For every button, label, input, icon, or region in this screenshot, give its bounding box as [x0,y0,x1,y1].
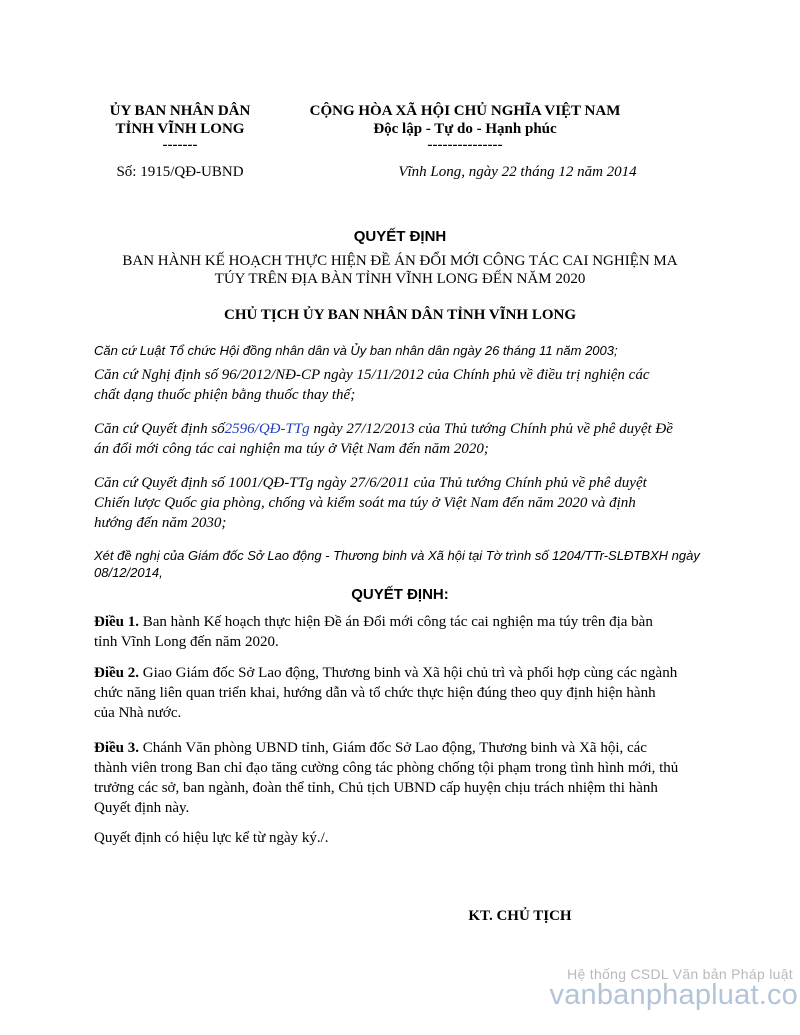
agency-line-2: TỈNH VĨNH LONG [115,121,245,137]
basis-5-line-1: Xét đề nghị của Giám đốc Sở Lao động - Thương binh và Xã hội tại Tờ trình số 1204/TTr-SLĐTBXH ngày [94,548,700,563]
signature-title: KT. CHỦ TỊCH [468,908,572,924]
legal-basis-5 [94,547,744,581]
article-2-label: Điều 2. [94,665,139,681]
effective-clause: Quyết định có hiệu lực kể từ ngày ký./. [94,830,329,846]
decision-heading: QUYẾT ĐỊNH: [351,586,449,603]
article-3 [94,738,754,818]
document-heading: QUYẾT ĐỊNH [353,228,447,245]
article-1-line-2: tỉnh Vĩnh Long đến năm 2020. [94,634,279,650]
article-1-label: Điều 1. [94,614,139,630]
subject-line-2: TÚY TRÊN ĐỊA BÀN TỈNH VĨNH LONG ĐẾN NĂM 2020 [214,271,586,287]
article-2-text: Giao Giám đốc Sở Lao động, Thương binh và Xã hội chủ trì và phối hợp cùng các ngành [139,665,678,681]
document-number: Số: 1915/QĐ-UBND [116,164,244,180]
article-2 [94,663,754,723]
basis-2-line-1: Căn cứ Nghị định số 96/2012/NĐ-CP ngày 15/11/2012 của Chính phủ về điều trị nghiện các [94,367,650,383]
nation-line-2: Độc lập - Tự do - Hạnh phúc [373,121,557,137]
nation-line-1: CỘNG HÒA XÃ HỘI CHỦ NGHĨA VIỆT NAM [309,103,621,119]
document-subject [60,252,740,288]
article-3-line-4: Quyết định này. [94,800,190,816]
article-3-label: Điều 3. [94,740,139,756]
agency-line-1: ỦY BAN NHÂN DÂN [109,103,251,119]
issue-date: Vĩnh Long, ngày 22 tháng 12 năm 2014 [398,164,637,180]
basis-4-line-1: Căn cứ Quyết định số 1001/QĐ-TTg ngày 27/6/2011 của Thủ tướng Chính phủ về phê duyệt [94,475,647,491]
basis-4-line-2: Chiến lược Quốc gia phòng, chống và kiểm soát ma túy ở Việt Nam đến năm 2020 và định [94,495,636,511]
basis-3-prefix: Căn cứ Quyết định số [94,421,225,437]
legal-basis-4 [94,473,744,533]
agency-name [80,102,280,152]
article-3-text: Chánh Văn phòng UBND tỉnh, Giám đốc Sở Lao động, Thương binh và Xã hội, các [139,740,647,756]
national-motto [290,102,640,152]
article-1 [94,612,754,652]
article-3-line-3: trưởng các sở, ban ngành, đoàn thể tỉnh, Chủ tịch UBND cấp huyện chịu trách nhiệm thi hành [94,780,658,796]
watermark-caption: Hệ thống CSDL Văn bản Pháp luật [567,966,793,982]
decision-2596-link[interactable]: 2596/QĐ-TTg [224,421,310,437]
basis-2-line-2: chất dạng thuốc phiện bằng thuốc thay thế; [94,387,356,403]
article-1-text: Ban hành Kế hoạch thực hiện Đề án Đổi mới công tác cai nghiện ma túy trên địa bàn [139,614,653,630]
legal-basis-3 [94,419,744,459]
agency-rule: ------- [162,137,198,153]
basis-3-line-2: án đổi mới công tác cai nghiện ma túy ở Việt Nam đến năm 2020; [94,441,489,457]
subject-line-1: BAN HÀNH KẾ HOẠCH THỰC HIỆN ĐỀ ÁN ĐỔI MỚI CÔNG TÁC CAI NGHIỆN MA [122,253,678,269]
basis-5-line-2: 08/12/2014, [94,565,163,580]
legal-basis-1: Căn cứ Luật Tổ chức Hội đồng nhân dân và Ủy ban nhân dân ngày 26 tháng 11 năm 2003; [94,343,618,358]
article-2-line-2: chức năng liên quan triển khai, hướng dẫn và tổ chức thực hiện đúng theo quy định hiện hành [94,685,656,701]
issuing-authority: CHỦ TỊCH ỦY BAN NHÂN DÂN TỈNH VĨNH LONG [224,307,576,323]
nation-rule: --------------- [427,137,503,153]
watermark-site: vanbanphapluat.co [549,979,798,1011]
article-3-line-2: thành viên trong Ban chỉ đạo tăng cường công tác phòng chống tội phạm trong tình hình mới, thủ [94,760,679,776]
article-2-line-3: của Nhà nước. [94,705,182,721]
legal-basis-2 [94,365,744,405]
basis-3-suffix: ngày 27/12/2013 của Thủ tướng Chính phủ về phê duyệt Đề [309,421,673,437]
basis-4-line-3: hướng đến năm 2030; [94,515,227,531]
